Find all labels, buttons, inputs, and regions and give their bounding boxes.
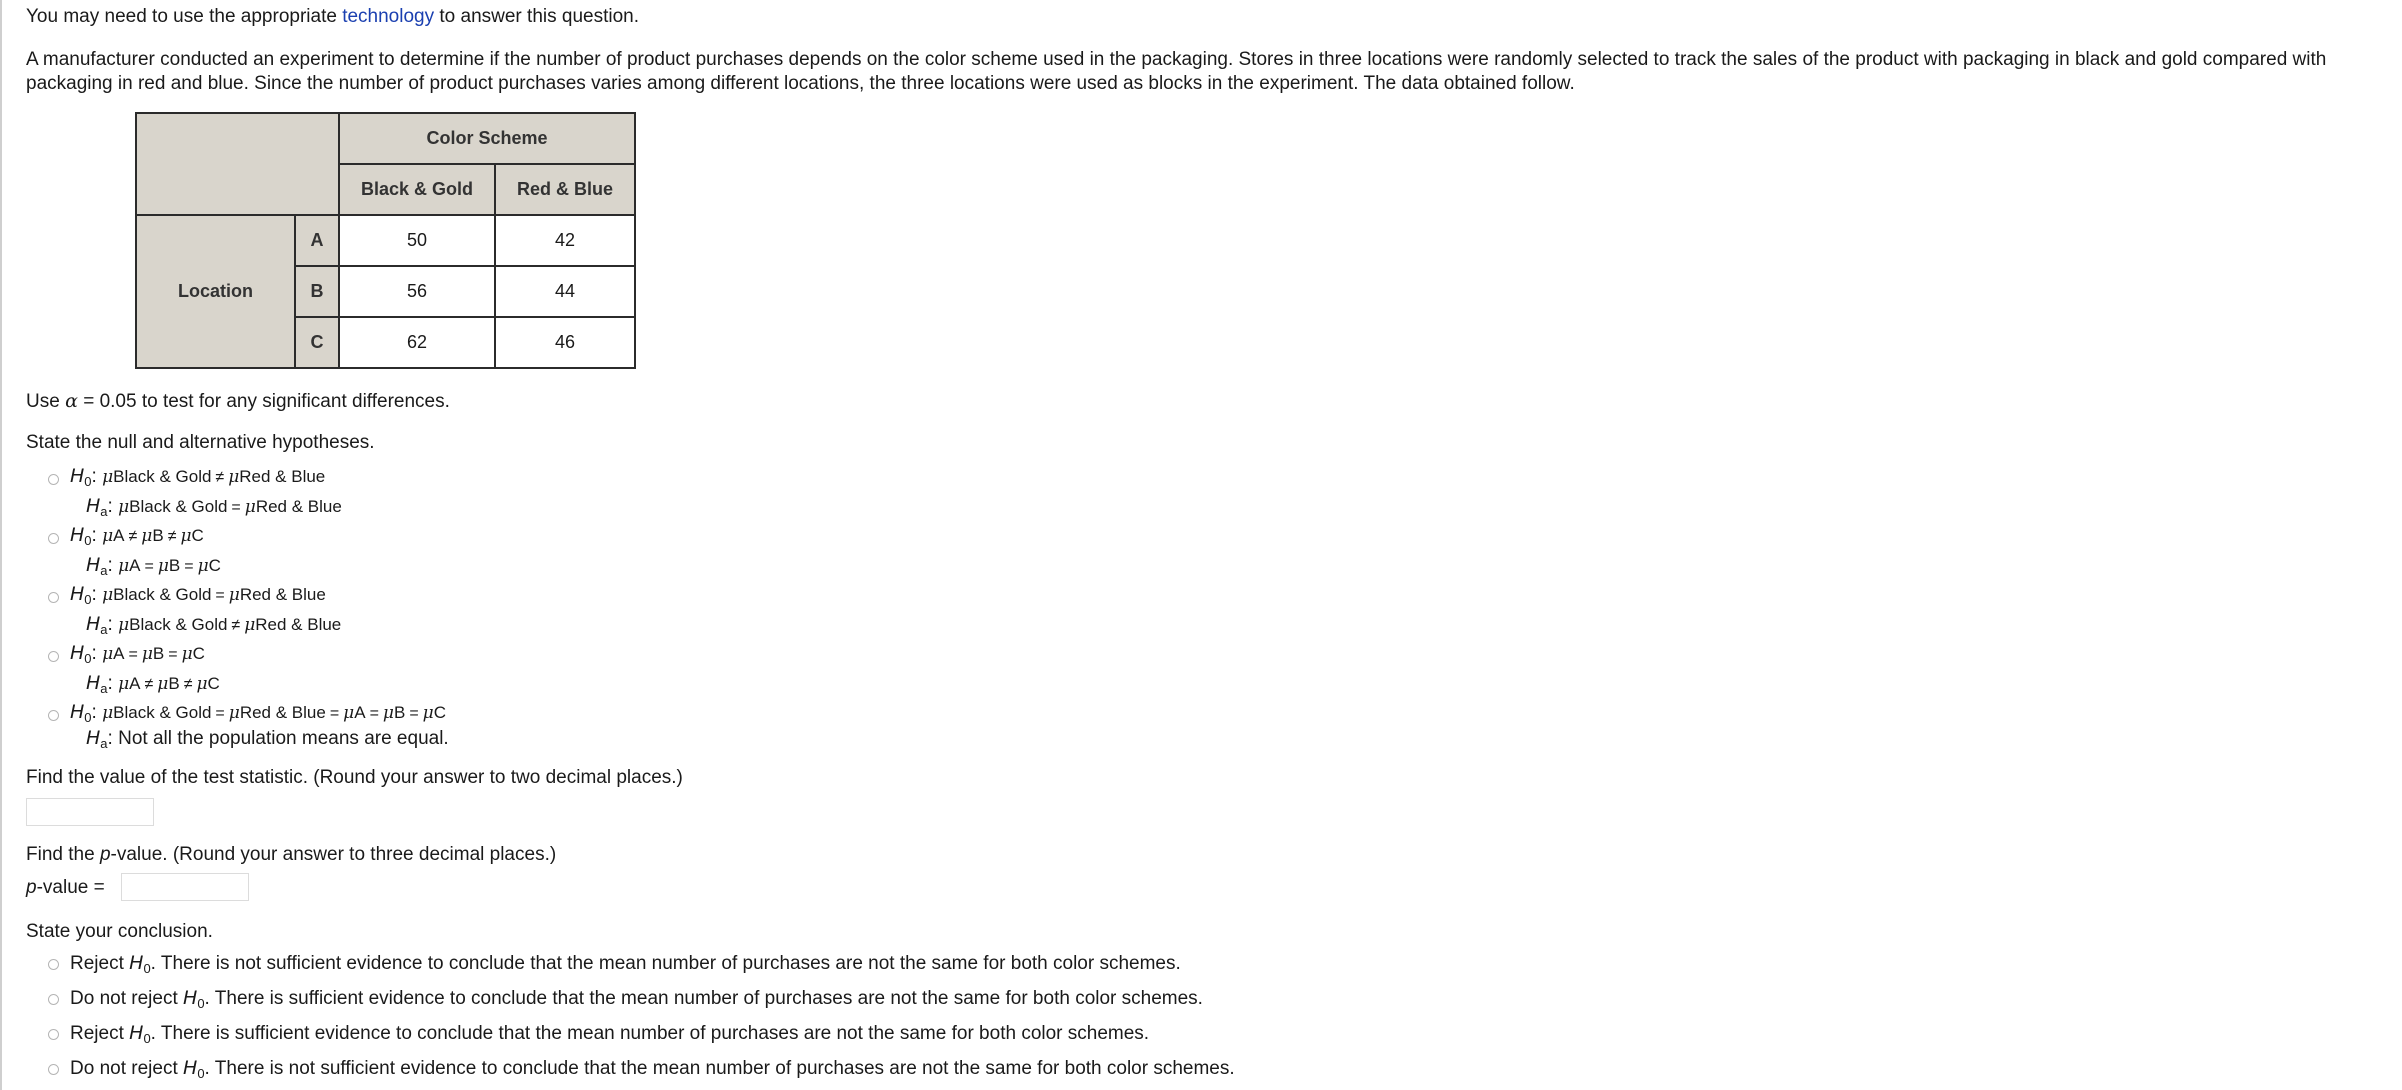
null-sub: 0 [197,1066,205,1081]
h-symbol: H [70,701,85,723]
group-b: B [152,644,165,663]
hypotheses-prompt: State the null and alternative hypotheses. [26,432,375,453]
eq-symbol: = [128,646,138,663]
group-a: A [129,556,141,575]
hypothesis-option-3[interactable] [70,582,341,642]
cell-b-red-blue: 44 [495,266,635,317]
conclusion-prompt: State your conclusion. [26,921,213,942]
alt-hypothesis [70,553,221,583]
alt-hypothesis [70,671,220,701]
location-header: Location [136,215,295,368]
mu-symbol: μ [102,703,114,723]
colon: : [107,728,113,749]
null-sub: 0 [84,592,92,607]
conclusion-option-2[interactable]: Do not reject $H_0$. There is sufficient evidence to conclude that the mean number of purchases are not the same for both color schemes. [70,987,1203,1011]
null-hypothesis [70,464,342,494]
h-symbol: H [86,672,101,694]
alpha-instruction [26,390,450,413]
pvalue-label-p: p [26,877,37,898]
null-sub: 0 [84,474,92,489]
mu-symbol: μ [244,497,256,517]
hypothesis-option-4-radio[interactable] [48,651,59,662]
pvalue-prompt-rest: -value. (Round your answer to three decimal places.) [110,844,557,865]
group-c: C [433,703,447,722]
mu-symbol: μ [118,674,130,694]
mu-symbol: μ [141,644,153,664]
row-label-b: B [295,266,339,317]
h-symbol: H [86,495,101,517]
colon: : [107,496,113,517]
mu-symbol: μ [181,644,193,664]
hypothesis-option-3-radio[interactable] [48,592,59,603]
h-symbol: H [70,642,85,664]
h-symbol: H [70,524,85,546]
conclusion-option-4[interactable]: Do not reject $H_0$. There is not sufficient evidence to conclude that the mean number of purchases are not the same for both color schemes. [70,1057,1235,1081]
mu-symbol: μ [180,526,192,546]
eq-symbol: = [329,705,340,722]
neq-symbol: ≠ [183,676,193,693]
group-c: C [191,526,204,545]
colon: : [91,466,97,487]
h-symbol: H [183,1057,198,1079]
colon: : [107,614,113,635]
group-black-gold: Black & Gold [113,467,212,486]
pvalue-prompt-prefix: Find the [26,844,95,865]
alpha-symbol: α [65,390,78,412]
conclusion-action: Do not reject [70,1058,178,1079]
group-c: C [208,556,221,575]
group-b: B [168,674,180,693]
alt-sub: a [100,681,108,696]
eq-symbol: = [231,499,241,516]
neq-symbol: ≠ [231,617,241,634]
eq-symbol: = [144,558,154,575]
alt-hypothesis [70,612,341,642]
conclusion-option-3[interactable]: Reject $H_0$. There is sufficient evidence to conclude that the mean number of purchases are not the same for both color schemes. [70,1022,1150,1046]
eq-symbol: = [409,705,419,722]
mu-symbol: μ [157,674,169,694]
group-black-gold: Black & Gold [129,615,228,634]
group-red-blue: Red & Blue [255,615,342,634]
mu-symbol: μ [244,615,256,635]
mu-symbol: μ [118,615,130,635]
column-header-red-blue: Red & Blue [495,164,635,215]
cell-c-black-gold: 62 [339,317,495,368]
neq-symbol: ≠ [215,469,225,486]
eq-symbol: = [168,646,178,663]
conclusion-option-4-radio[interactable] [48,1064,59,1075]
conclusion-action: Do not reject [70,988,178,1009]
technology-link[interactable]: technology [342,6,435,27]
group-c: C [192,644,205,663]
pvalue-prompt-p: p [99,844,111,865]
hypothesis-option-2-radio[interactable] [48,533,59,544]
alt-sub: a [100,622,108,637]
color-scheme-header: Color Scheme [339,113,635,164]
alt-sub: a [100,563,108,578]
column-header-black-gold: Black & Gold [339,164,495,215]
eq-symbol: = [184,558,194,575]
h-symbol: H [70,465,85,487]
mu-symbol: μ [102,644,114,664]
conclusion-option-1-radio[interactable] [48,959,59,970]
table-corner [136,113,339,215]
neq-symbol: ≠ [144,676,154,693]
mu-symbol: μ [141,526,153,546]
colon: : [107,555,113,576]
conclusion-option-1[interactable]: Reject $H_0$. There is not sufficient evidence to conclude that the mean number of purchases are not the same for both color schemes. [70,952,1181,976]
alt-hypothesis [70,726,449,756]
hypothesis-option-1[interactable] [70,464,342,524]
hypothesis-option-5-radio[interactable] [48,710,59,721]
conclusion-text: There is sufficient evidence to conclude that the mean number of purchases are not the same for both color schemes. [160,1023,1150,1044]
group-c: C [207,674,220,693]
hypothesis-option-5[interactable] [70,700,449,756]
null-hypothesis [70,582,341,612]
test-statistic-prompt: Find the value of the test statistic. (Round your answer to two decimal places.) [26,767,683,788]
neq-symbol: ≠ [167,528,177,545]
mu-symbol: μ [197,556,209,576]
mu-symbol: μ [102,526,114,546]
alt-hypothesis [70,494,342,524]
mu-symbol: μ [228,585,240,605]
group-red-blue: Red & Blue [239,585,326,604]
conclusion-option-3-radio[interactable] [48,1029,59,1040]
h-symbol: H [86,613,101,635]
pvalue-label [26,877,105,899]
mu-symbol: μ [343,703,355,723]
mu-symbol: μ [382,703,394,723]
problem-intro: A manufacturer conducted an experiment to determine if the number of product purchases depends on the color scheme used in the packaging. Stores in three locations were randomly selected to track the sales of the product with packaging in black and gold compared with packaging in red and blue. Since the number of product purchases varies among different locations, the three locations were used as blocks in the experiment. The data obtained follow. [26,49,2327,94]
conclusion-action: Reject [70,953,124,974]
mu-symbol: μ [196,674,208,694]
h-symbol: H [129,952,144,974]
alpha-prefix: Use [26,391,60,412]
mu-symbol: μ [228,467,240,487]
null-sub: 0 [84,533,92,548]
h-symbol: H [183,987,198,1009]
colon: : [107,673,113,694]
row-label-a: A [295,215,339,266]
null-hypothesis [70,641,220,671]
group-red-blue: Red & Blue [255,497,342,516]
pvalue-prompt [26,844,556,866]
mu-symbol: μ [102,467,114,487]
alt-hypothesis-text: Not all the population means are equal. [118,728,449,749]
technology-note-suffix: to answer this question. [439,6,640,27]
conclusion-option-2-radio[interactable] [48,994,59,1005]
hypothesis-option-2[interactable] [70,523,221,583]
conclusion-text: There is sufficient evidence to conclude that the mean number of purchases are not the same for both color schemes. [214,988,1203,1009]
group-b: B [168,556,181,575]
null-sub: 0 [143,1031,151,1046]
eq-symbol: = [215,705,225,722]
conclusion-text: There is not sufficient evidence to conclude that the mean number of purchases are not the same for both color schemes. [160,953,1181,974]
group-a: A [113,526,125,545]
alt-sub: a [100,504,108,519]
h-symbol: H [86,554,101,576]
conclusion-action: Reject [70,1023,124,1044]
row-label-c: C [295,317,339,368]
cell-c-red-blue: 46 [495,317,635,368]
cell-a-red-blue: 42 [495,215,635,266]
null-sub: 0 [84,651,92,666]
null-hypothesis [70,523,221,553]
group-b: B [393,703,406,722]
eq-symbol: = [215,587,225,604]
colon: : [91,525,97,546]
group-a: A [129,674,141,693]
conclusion-text: There is not sufficient evidence to conclude that the mean number of purchases are not the same for both color schemes. [214,1058,1235,1079]
group-red-blue: Red & Blue [239,467,326,486]
colon: : [91,702,97,723]
hypothesis-option-4[interactable] [70,641,220,701]
null-sub: 0 [197,996,205,1011]
eq-symbol: = [369,705,379,722]
group-a: A [113,644,125,663]
null-sub: 0 [143,961,151,976]
h-symbol: H [129,1022,144,1044]
data-table [135,112,636,369]
group-black-gold: Black & Gold [113,703,212,722]
colon: : [91,584,97,605]
alpha-rest: = 0.05 to test for any significant differences. [83,391,450,412]
mu-symbol: μ [422,703,434,723]
mu-symbol: μ [118,556,130,576]
h-symbol: H [86,727,101,749]
group-a: A [354,703,366,722]
test-statistic-input[interactable] [26,798,154,826]
pvalue-label-rest: -value = [36,877,105,898]
group-red-blue: Red & Blue [239,703,326,722]
null-sub: 0 [84,710,92,725]
mu-symbol: μ [118,497,130,517]
cell-b-black-gold: 56 [339,266,495,317]
colon: : [91,643,97,664]
neq-symbol: ≠ [128,528,138,545]
group-black-gold: Black & Gold [129,497,228,516]
group-b: B [152,526,164,545]
mu-symbol: μ [102,585,114,605]
h-symbol: H [70,583,85,605]
group-black-gold: Black & Gold [113,585,212,604]
mu-symbol: μ [157,556,169,576]
mu-symbol: μ [228,703,240,723]
alt-sub: a [100,736,108,751]
hypothesis-option-1-radio[interactable] [48,474,59,485]
cell-a-black-gold: 50 [339,215,495,266]
technology-note-prefix: You may need to use the appropriate [26,6,337,27]
technology-note [26,6,639,28]
pvalue-input[interactable] [121,873,249,901]
